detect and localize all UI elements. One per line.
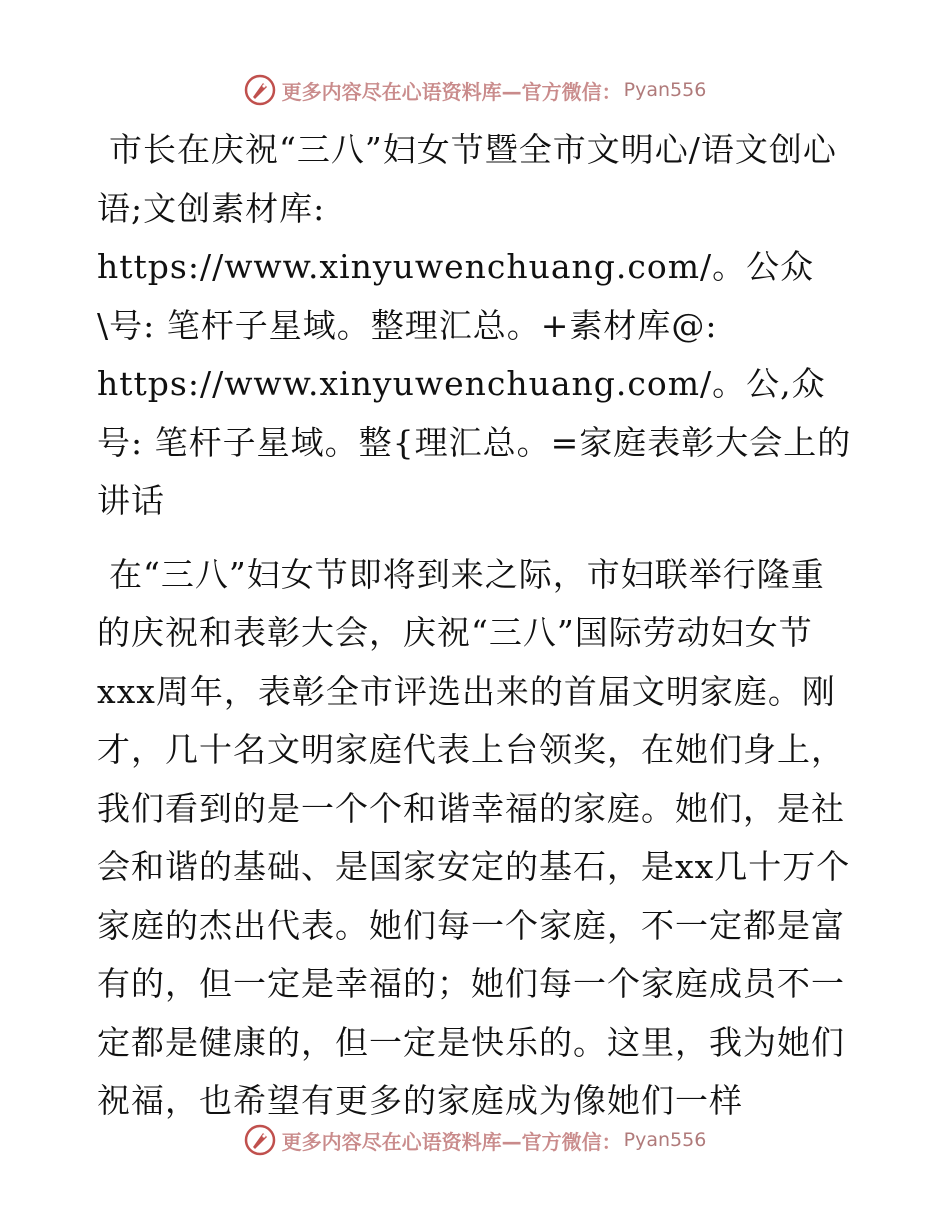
header-banner-text: 更多内容尽在心语资料库—官方微信： <box>281 79 622 104</box>
pen-nib-logo-icon <box>244 1124 276 1156</box>
footer-banner-text: 更多内容尽在心语资料库—官方微信： <box>281 1129 622 1154</box>
header-banner <box>0 72 950 108</box>
pen-nib-logo-icon <box>244 74 276 106</box>
footer-banner <box>0 1122 950 1158</box>
title-paragraph: 市长在庆祝“三八”妇女节暨全市文明心/语文创心语;文创素材库: https://www.xinyuwenchuang.com/。公众\号: 笔杆子星域。整理汇总。+素材库@: https://www.xinyuwenchuang.com/。公,众号: 笔杆子星域。整{理汇总。=家庭表彰大会上的讲话 <box>97 130 852 520</box>
speech-paragraph: 在“三八”妇女节即将到来之际，市妇联举行隆重的庆祝和表彰大会，庆祝“三八”国际劳动妇女节xxx周年，表彰全市评选出来的首届文明家庭。刚才，几十名文明家庭代表上台领奖，在她们身上，我们看到的是一个个和谐幸福的家庭。她们，是社会和谐的基础、是国家安定的基石，是xx几十万个家庭的杰出代表。她们每一个家庭，不一定都是富有的，但一定是幸福的；她们每一个家庭成员不一定都是健康的，但一定是快乐的。这里，我为她们祝福，也希望有更多的家庭成为像她们一样 <box>97 554 851 1120</box>
header-banner-contact: Pyan556 <box>623 79 707 101</box>
document-body <box>97 121 857 1131</box>
footer-banner-contact: Pyan556 <box>623 1129 707 1151</box>
